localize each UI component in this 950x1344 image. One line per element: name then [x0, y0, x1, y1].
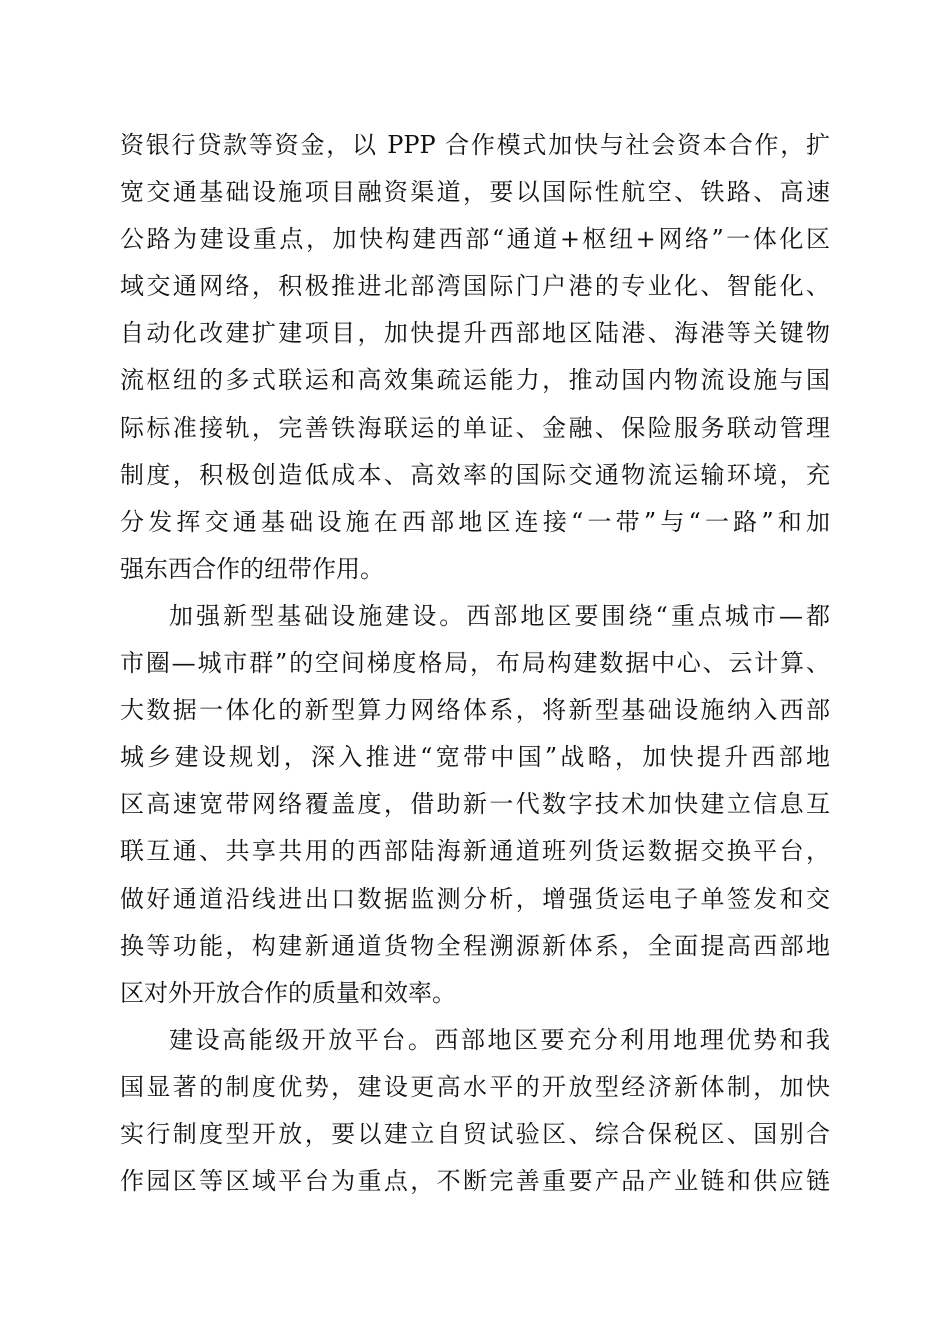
paragraph-line: 流枢纽的多式联运和高效集疏运能力，推动国内物流设施与国 [120, 366, 830, 395]
paragraph-first-line: 加强新型基础设施建设。西部地区要围绕“重点城市—都 [169, 601, 830, 630]
paragraph-line: 实行制度型开放，要以建立自贸试验区、综合保税区、国别合 [120, 1119, 830, 1148]
paragraph-line: 际标准接轨，完善铁海联运的单证、金融、保险服务联动管理 [120, 413, 830, 442]
paragraph-line: 换等功能，构建新通道货物全程溯源新体系，全面提高西部地 [120, 931, 830, 960]
paragraph-line: 自动化改建扩建项目，加快提升西部地区陆港、海港等关键物 [120, 319, 830, 348]
paragraph-line: 区高速宽带网络覆盖度，借助新一代数字技术加快建立信息互 [120, 790, 830, 819]
paragraph-line: 国显著的制度优势，建设更高水平的开放型经济新体制，加快 [120, 1072, 830, 1101]
paragraph-line: 城乡建设规划，深入推进“宽带中国”战略，加快提升西部地 [120, 743, 830, 772]
paragraph-line: 大数据一体化的新型算力网络体系，将新型基础设施纳入西部 [120, 696, 830, 725]
paragraph-line-last: 区对外开放合作的质量和效率。 [120, 978, 456, 1007]
paragraph-line: 资银行贷款等资金，以 PPP 合作模式加快与社会资本合作，扩 [120, 131, 830, 159]
paragraph-line: 制度，积极创造低成本、高效率的国际交通物流运输环境，充 [120, 460, 830, 489]
paragraph-line: 市圈—城市群”的空间梯度格局，布局构建数据中心、云计算、 [120, 649, 830, 678]
paragraph-line: 公路为建设重点，加快构建西部“通道+枢纽+网络”一体化区 [120, 225, 830, 254]
paragraph-line: 作园区等区域平台为重点，不断完善重要产品产业链和供应链 [120, 1167, 830, 1196]
paragraph-line: 联互通、共享共用的西部陆海新通道班列货运数据交换平台， [120, 837, 830, 866]
paragraph-line: 宽交通基础设施项目融资渠道，要以国际性航空、铁路、高速 [120, 178, 830, 207]
paragraph-line: 域交通网络，积极推进北部湾国际门户港的专业化、智能化、 [120, 272, 830, 301]
paragraph-line: 做好通道沿线进出口数据监测分析，增强货运电子单签发和交 [120, 884, 830, 913]
paragraph-line-last: 强东西合作的纽带作用。 [120, 554, 384, 583]
paragraph-line: 分发挥交通基础设施在西部地区连接“一带”与“一路”和加 [120, 507, 830, 536]
paragraph-first-line: 建设高能级开放平台。西部地区要充分利用地理优势和我 [169, 1025, 830, 1054]
document-body [120, 122, 830, 1205]
